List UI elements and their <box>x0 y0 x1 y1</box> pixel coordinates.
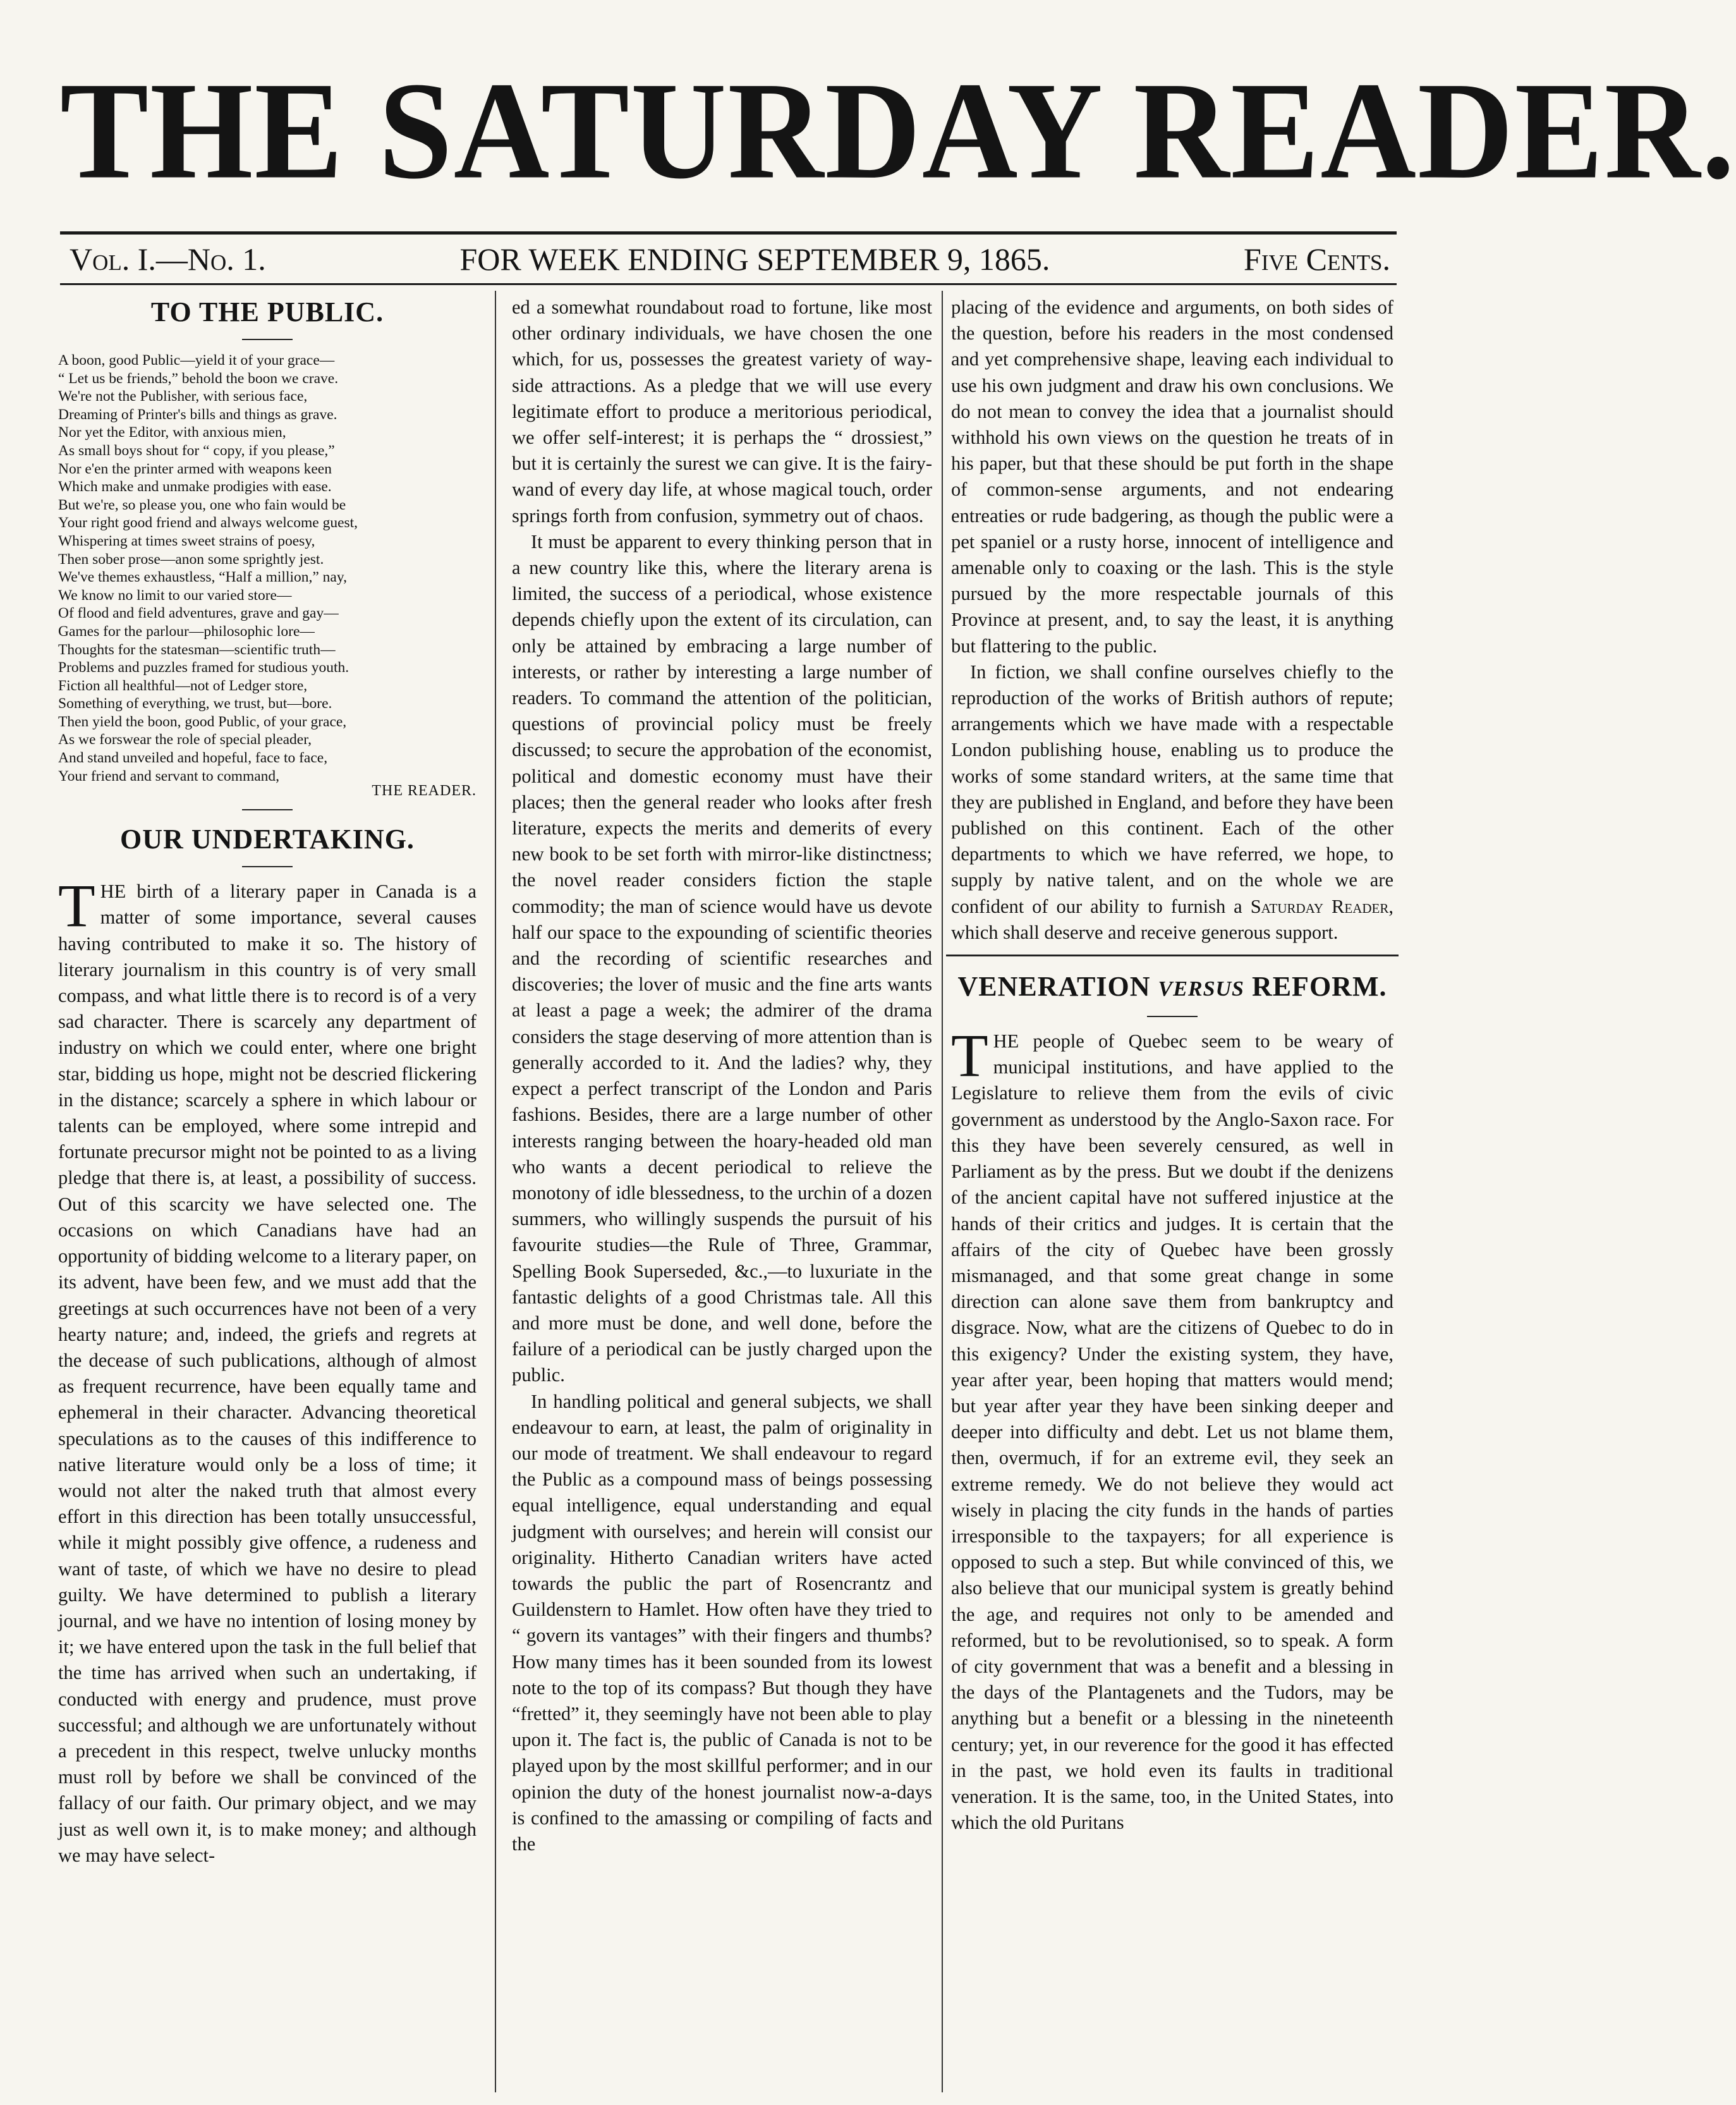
undertaking-paragraph: In handling political and general subjects, we shall endeavour to earn, at least, the palm of originality in our mode of treatment. We shall endeavour to regard the Public as a compound mass of beings possessing equal intelligence, equal understanding and equal judgment with ourselves; and herein will consist our originality. Hitherto Canadian writers have acted towards the public the part of Rosencrantz and Guildenstern to Hamlet. How often have they tried to “ govern its vantages” with their fingers and thumbs? How many times has it been sounded from its lowest note to the top of its compass? But though they have “fretted” it, they seemingly have not been able to play upon it. The fact is, the public of Canada is not to be played upon by the most skillful performer; and in our opinion the duty of the honest journalist now-a-days is confined to the amassing or compiling of facts and the <box>512 1390 932 1855</box>
section-rule <box>242 809 293 810</box>
heading-part: VENERATION <box>957 971 1151 1003</box>
poem-line: We know no limit to our varied store— <box>58 587 292 604</box>
poem-line: As we forswear the role of special pleader, <box>58 731 312 748</box>
undertaking-text: HE birth of a literary paper in Canada is a matter of some importance, several causes having contributed to make it so. The history of literary journalism in this country is of very small compass, and what little there is to record is of a very sad character. There is scarcely any department of industry on which we could enter, where one bright star, bidding us hope, might not be descried flickering in the distance; scarcely a sphere in which labour or talents can be employed, where some intrepid and fortunate precursor might not be pointed to as a living pledge that there is, at least, a possibility of success. Out of this scarcity we have selected one. The occasions on which Canadians have had an opportunity of bidding welcome to a literary paper, on its advent, have been few, and we must add that the greetings at such occurrences have not been of a very hearty nature; and, indeed, the griefs and regrets at the decease of such publications, although of almost as frequent recurrence, have been equally tame and ephemeral in their character. Advancing theoretical speculations as to the causes of this indifference to native literature would only be a loss of time; it would not alter the naked truth that almost every effort in this direction has been totally unsuccessful, while it might possibly give offence, a rudeness and want of taste, of which we have no desire to plead guilty. We have determined to publish a literary journal, and we have no intention of losing money by it; we have entered upon the task in the full belief that the time has arrived when such an undertaking, if conducted with energy and prudence, must prove successful; and although we are unfortunately without a precedent in this respect, twelve unlucky months must roll by before we shall be convinced of the fallacy of our faith. Our primary object, and we may just as well own it, is to make money; and although we may have select- <box>58 881 476 1866</box>
volume-number: Vol. I.—No. 1. <box>70 241 266 277</box>
undertaking-paragraph <box>951 659 1393 946</box>
column-2 <box>512 295 932 1857</box>
undertaking-paragraph: ed a somewhat roundabout road to fortune, like most other ordinary individuals, we have chosen the one which, for us, possesses the greatest variety of way-side attractions. As a pledge that we will use every legitimate effort to produce a meritorious periodical, we offer self-interest; it is perhaps the “ drossiest,” but it is certainly the surest we can give. It is the fairy-wand of every day life, at whose magical touch, order springs forth from confusion, symmetry out of chaos. <box>512 296 932 527</box>
poem-line: We've themes exhaustless, “Half a million,” nay, <box>58 569 347 586</box>
poem-line: Of flood and field adventures, grave and gay— <box>58 605 339 622</box>
column-divider <box>942 291 943 2092</box>
undertaking-paragraph: It must be apparent to every thinking person that in a new country like this, where the literary arena is limited, the success of a periodical, whose existence depends chiefly upon the extent of its circulation, can only be attained by embracing a large number of interests, or rather by interesting a large number of readers. To command the attention of the politician, questions of provincial policy must be freely discussed; to secure the approbation of the economist, political and domestic economy must have their places; then the general reader who looks after fresh literature, expects the merits and demerits of every new book to be set forth with mirror-like distinctness; the novel reader considers fiction the staple commodity; the man of science would have us devote half our space to the expounding of scientific theories and the recording of scientific researches and discoveries; the lover of music and the fine arts wants at least a page a week; the admirer of the drama considers the stage deserving of more attention than is generally accorded to it. And the ladies? why, they expect a perfect transcript of the London and Paris fashions. Besides, there are a large number of other interests ranging between the hoary-headed old man who wants a decent periodical to relieve the monotony of idle blessedness, to the urchin of a dozen summers, who willingly suspends the pursuit of his favourite studies—the Rule of Three, Grammar, Spelling Book Superseded, &c.,—to luxuriate in the fantastic delights of a good Christmas tale. All this and more must be done, and well done, before the failure of a periodical can be justly charged upon the public. <box>512 530 932 1386</box>
newspaper-masthead: THE SATURDAY READER. <box>60 54 1736 208</box>
heading-rule <box>242 866 293 867</box>
undertaking-text: In fiction, we shall confine ourselves chiefly to the reproduction of the works of British authors of repute; arrangements which we have made with a respectable London publishing house, enabling us to produce the works of some standard writers, at the same time that they are published in England, and before they have been published on this continent. Each of the other departments to which we have referred, we hope, to supply by native talent, and on the whole we are confident of our ability to furnish a <box>951 661 1393 917</box>
veneration-heading <box>951 969 1393 1007</box>
poem-line: Your friend and servant to command, <box>58 767 280 784</box>
heading-rule <box>1147 1016 1198 1017</box>
poem-line: A boon, good Public—yield it of your grace— <box>58 352 335 369</box>
undertaking-paragraph <box>58 872 476 1869</box>
heading-versus: VERSUS <box>1158 977 1244 1001</box>
dateline <box>70 236 1390 282</box>
poem-line: Fiction all healthful—not of Ledger store, <box>58 677 308 694</box>
masthead-rule-top <box>60 231 1397 235</box>
to-public-poem <box>58 351 476 799</box>
column-3 <box>951 295 1393 1836</box>
poem-line: But we're, so please you, one who fain would be <box>58 496 346 513</box>
issue-date: FOR WEEK ENDING SEPTEMBER 9, 1865. <box>459 241 1050 277</box>
veneration-paragraph <box>951 1022 1393 1836</box>
article-separator <box>946 946 1399 956</box>
veneration-text: HE people of Quebec seem to be weary of municipal institutions, and have applied to the Legislature to relieve them from the evils of civic government as understood by the Anglo-Saxon race. For this they have been severely censured, as well in Parliament as by the press. But we doubt if the denizens of the ancient capital have not suffered injustice at the hands of their critics and judges. It is certain that the affairs of the city of Quebec have been grossly mismanaged, and that some great change in some direction can alone save them from bankruptcy and disgrace. Now, what are the citizens of Quebec to do in this exigency? Under the existing system, they have, year after year, been hoping that matters would mend; but year after year they have been sinking deeper and deeper into difficulty and debt. Let us not blame them, then, overmuch, if for an extreme evil, they seek an extreme remedy. We do not believe they would act wisely in placing the city funds in the hands of parties irresponsible to the taxpayers; for all experience is opposed to such a step. But while convinced of this, we also believe that our municipal system is greatly behind the age, and requires not only to be amended and reformed, but to be revolutionised, so to speak. A form of city government that was a benefit and a blessing in the days of the Plantagenets and the Tudors, may be anything but a benefit or a blessing in the nineteenth century; yet, in our reverence for the good it has effected in the past, we hold even its faults in traditional veneration. It is the same, too, in the United States, into which the old Puritans <box>951 1030 1393 1834</box>
poem-line: As small boys shout for “ copy, if you please,” <box>58 442 335 459</box>
undertaking-paragraph: placing of the evidence and arguments, on both sides of the question, before his readers in the most condensed and yet comprehensive shape, leaving each individual to use his own judgment and draw his own conclusions. We do not mean to convey the idea that a journalist should withhold his own views on the question he treats of in his paper, but that these should be put forth in the shape of common-sense arguments, and not endearing entreaties or rude badgering, as though the public were a pet spaniel or a rusty horse, innocent of intelligence and amenable only to coaxing or the lash. This is the style pursued by the more respectable journals of this Province at present, and, to say the least, it is anything but flattering to the public. <box>951 296 1393 657</box>
to-public-heading: TO THE PUBLIC. <box>150 296 384 327</box>
undertaking-heading: OUR UNDERTAKING. <box>120 824 415 855</box>
poem-line: Nor e'en the printer armed with weapons keen <box>58 460 332 477</box>
poem-line: Problems and puzzles framed for studious youth. <box>58 659 349 676</box>
heading-part: REFORM. <box>1251 971 1387 1003</box>
poem-line: Then sober prose—anon some sprightly jest. <box>58 551 324 568</box>
issue-price: Five Cents. <box>1244 241 1390 277</box>
poem-line: Whispering at times sweet strains of poesy, <box>58 532 315 549</box>
poem-line: Your right good friend and always welcome guest, <box>58 515 358 532</box>
poem-signature: THE READER. <box>372 783 476 800</box>
poem-line: Dreaming of Printer's bills and things as grave. <box>58 406 337 423</box>
poem-line: Games for the parlour—philosophic lore— <box>58 623 315 640</box>
poem-line: Something of everything, we trust, but—bore. <box>58 695 332 712</box>
poem-line: Then yield the boon, good Public, of your grace, <box>58 713 347 730</box>
column-1 <box>58 295 476 1869</box>
drop-cap: T <box>58 872 95 940</box>
column-divider <box>495 291 496 2092</box>
poem-line: We're not the Publisher, with serious face, <box>58 388 308 405</box>
poem-line: Nor yet the Editor, with anxious mien, <box>58 424 286 441</box>
poem-line: Thoughts for the statesman—scientific truth— <box>58 641 336 658</box>
undertaking-text: which shall deserve and receive generous support. <box>951 921 1338 943</box>
heading-rule <box>242 339 293 340</box>
poem-line: And stand unveiled and hopeful, face to face, <box>58 750 328 767</box>
masthead-rule-bottom <box>60 283 1397 285</box>
poem-line: Which make and unmake prodigies with ease. <box>58 479 332 496</box>
poem-line: “ Let us be friends,” behold the boon we crave. <box>58 370 339 387</box>
paper-name: Saturday Reader, <box>1250 895 1393 917</box>
drop-cap: T <box>951 1022 988 1090</box>
